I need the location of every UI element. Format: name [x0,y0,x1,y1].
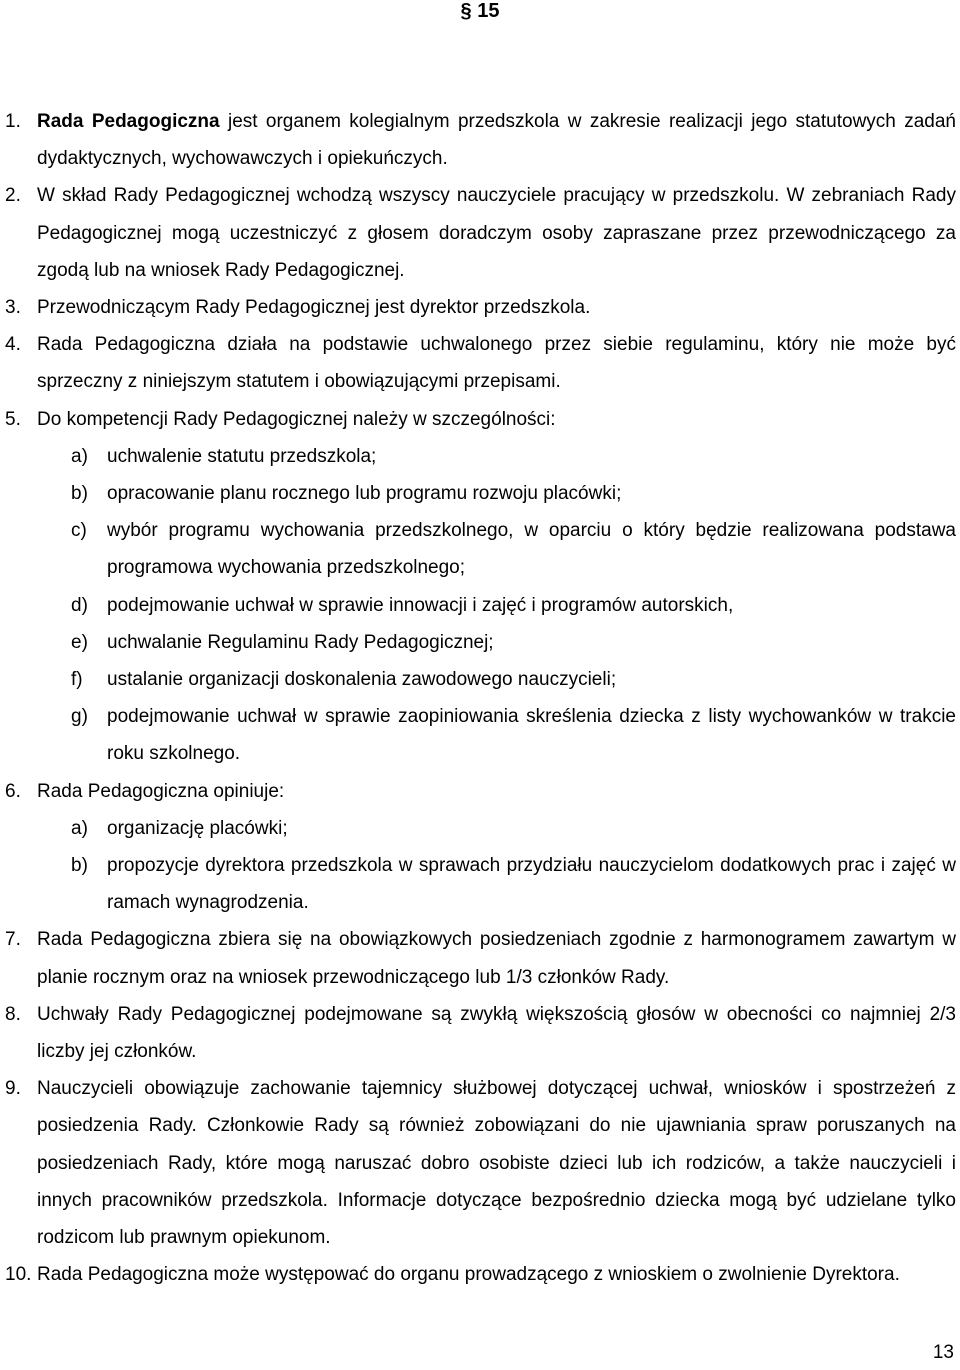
sub-letter: a) [71,445,88,467]
item-number: 9. [5,1078,21,1100]
section-symbol: § [460,0,472,22]
item-lead-bold: Rada Pedagogiczna [37,111,220,132]
paragraph-item-9 [0,1070,960,1256]
item-text: Rada Pedagogiczna działa na podstawie uchwalonego przez siebie regulaminu, który nie może być sprzeczny z niniejszym statutem i obowiązującymi przepisami. [37,334,956,393]
page-number: 13 [932,1342,954,1363]
item-number: 6. [5,780,21,802]
item-number: 10. [5,1264,32,1286]
item-text: Rada Pedagogiczna opiniuje: [37,780,285,802]
paragraph-item-6 [0,773,960,810]
paragraph-item-7 [0,921,960,995]
competency-item-f [0,661,960,698]
paragraph-item-1 [0,103,960,177]
item-number: 3. [5,297,21,319]
item-text: Rada Pedagogiczna zbiera się na obowiązkowych posiedzeniach zgodnie z harmonogramem zawartym w planie rocznym oraz na wniosek przewodniczącego lub 1/3 członków Rady. [37,929,956,988]
paragraph-item-5 [0,401,960,438]
competency-item-g [0,698,960,772]
sub-text: uchwalanie Regulaminu Rady Pedagogicznej; [107,631,494,653]
sub-letter: c) [71,520,87,542]
item-text: W skład Rady Pedagogicznej wchodzą wszyscy nauczyciele pracujący w przedszkolu. W zebraniach Rady Pedagogicznej mogą uczestniczyć z głosem doradczym osoby zapraszane przez przewodniczącego za zgodą lub na wniosek Rady Pedagogicznej. [37,185,956,281]
opinion-item-a [0,810,960,847]
sub-text: wybór programu wychowania przedszkolnego, w oparciu o który będzie realizowana podstawa programowa wychowania przedszkolnego; [107,520,956,579]
item-number: 2. [5,185,21,207]
sub-text: podejmowanie uchwał w sprawie zaopiniowania skreślenia dziecka z listy wychowanków w trakcie roku szkolnego. [107,706,956,765]
competency-item-c [0,512,960,586]
paragraph-item-8 [0,996,960,1070]
item-text: jest organem kolegialnym przedszkola w zakresie realizacji jego statutowych zadań dydaktycznych, wychowawczych i opiekuńczych. [37,111,956,170]
sub-text: uchwalenie statutu przedszkola; [107,445,377,467]
competency-item-a [0,438,960,475]
paragraph-item-10 [0,1256,960,1293]
item-text: Do kompetencji Rady Pedagogicznej należy w szczególności: [37,408,556,430]
item-number: 4. [5,334,21,356]
competency-item-b [0,475,960,512]
item-text: Uchwały Rady Pedagogicznej podejmowane są zwykłą większością głosów w obecności co najmniej 2/3 liczby jej członków. [37,1003,956,1063]
item-number: 8. [5,1003,21,1025]
sub-letter: f) [71,669,83,691]
competency-item-d [0,587,960,624]
paragraph-item-4 [0,326,960,400]
sub-text: propozycje dyrektora przedszkola w sprawach przydziału nauczycielom dodatkowych prac i zajęć w ramach wynagrodzenia. [107,855,956,914]
sub-letter: b) [71,855,88,877]
item-text: Nauczycieli obowiązuje zachowanie tajemnicy służbowej dotyczącej uchwał, wniosków i spostrzeżeń z posiedzenia Rady. Członkowie Rady są również zobowiązani do nie ujawniania spraw poruszanych na posiedzeniach Rady, które mogą naruszać dobro osobiste dzieci lub ich rodziców, a także nauczycieli i innych pracowników przedszkola. Informacje dotyczące bezpośrednio dziecka mogą być udzielane tylko rodzicom lub prawnym opiekunom. [37,1078,956,1249]
document-body [0,103,960,1294]
sub-letter: g) [71,706,88,728]
paragraph-item-2 [0,177,960,289]
sub-letter: a) [71,817,88,839]
opinion-item-b [0,847,960,921]
item-text: Przewodniczącym Rady Pedagogicznej jest dyrektor przedszkola. [37,297,591,319]
section-heading [0,0,960,23]
paragraph-item-3 [0,289,960,326]
section-number: 15 [477,0,500,22]
sub-letter: b) [71,483,88,505]
sub-text: opracowanie planu rocznego lub programu rozwoju placówki; [107,483,622,505]
sub-letter: e) [71,631,88,653]
item-number: 1. [5,111,21,132]
competency-item-e [0,624,960,661]
sub-text: podejmowanie uchwał w sprawie innowacji i zajęć i programów autorskich, [107,594,734,616]
sub-text: organizację placówki; [107,817,288,839]
sub-text: ustalanie organizacji doskonalenia zawodowego nauczycieli; [107,669,617,691]
item-text: Rada Pedagogiczna może występować do organu prowadzącego z wnioskiem o zwolnienie Dyrektora. [37,1264,900,1286]
item-number: 7. [5,929,21,951]
sub-letter: d) [71,594,88,616]
item-number: 5. [5,408,21,430]
